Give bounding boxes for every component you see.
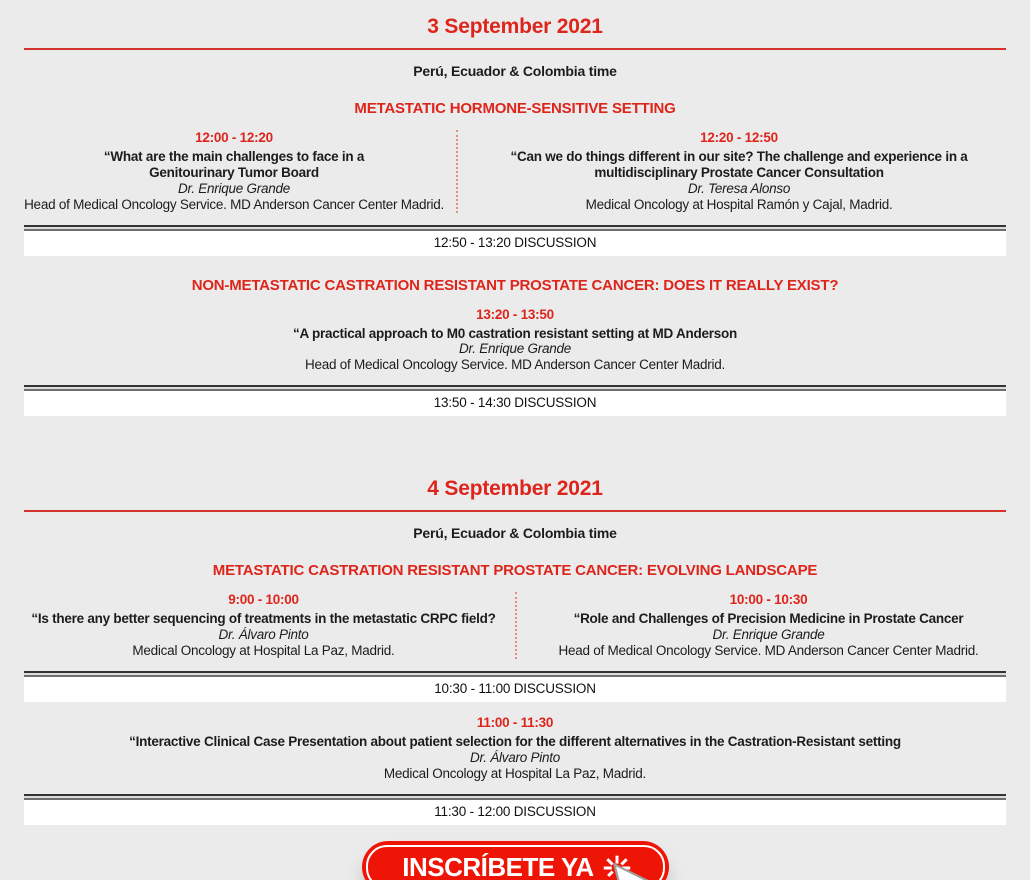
day-1-sessions-row (24, 130, 1006, 213)
day-1-section-2-heading: NON-METASTATIC CASTRATION RESISTANT PROSTATE CANCER: DOES IT REALLY EXIST? (191, 276, 839, 294)
session-speaker: Dr. Álvaro Pinto (469, 749, 561, 765)
day-1-date: 3 September 2021 (427, 15, 603, 38)
session-card (456, 130, 1006, 213)
session-card (24, 592, 515, 659)
session-speaker: Dr. Enrique Grande (712, 627, 825, 643)
day-1-section-1-heading: METASTATIC HORMONE-SENSITIVE SETTING (354, 100, 676, 117)
session-speaker: Dr. Álvaro Pinto (218, 627, 309, 643)
day-2-timezone: Perú, Ecuador & Colombia time (413, 525, 617, 542)
session-card (24, 715, 1006, 782)
red-divider-line (24, 510, 1006, 512)
session-card (24, 130, 456, 213)
discussion-label: 11:30 - 12:00 DISCUSSION (24, 800, 1006, 825)
discussion-bar (24, 671, 1006, 702)
register-button[interactable] (362, 841, 669, 880)
day-1-block (24, 0, 1006, 416)
discussion-bar (24, 225, 1006, 256)
session-time: 13:20 - 13:50 (476, 306, 554, 322)
session-speaker: Dr. Enrique Grande (458, 341, 572, 357)
day-2-sessions-row (24, 592, 1006, 659)
session-time: 10:00 - 10:30 (729, 592, 808, 608)
session-affiliation: Medical Oncology at Hospital Ramón y Cajal, Madrid. (585, 196, 893, 212)
session-title: “Is there any better sequencing of treatments in the metastatic CRPC field? (31, 611, 496, 627)
session-affiliation: Head of Medical Oncology Service. MD Anderson Cancer Center Madrid. (558, 643, 979, 659)
session-title: “Interactive Clinical Case Presentation about patient selection for the different alternatives in the Castration-Resistant setting (129, 733, 901, 749)
discussion-label: 13:50 - 14:30 DISCUSSION (24, 391, 1006, 416)
discussion-label: 10:30 - 11:00 DISCUSSION (24, 677, 1006, 702)
session-title: “Role and Challenges of Precision Medicine in Prostate Cancer (573, 611, 964, 627)
session-affiliation: Head of Medical Oncology Service. MD Anderson Cancer Center Madrid. (305, 357, 725, 373)
session-speaker: Dr. Enrique Grande (178, 180, 291, 196)
register-button-area (362, 841, 669, 880)
session-card (24, 307, 1006, 374)
session-affiliation: Head of Medical Oncology Service. MD Anderson Cancer Center Madrid. (24, 196, 445, 212)
session-card (515, 592, 1006, 659)
session-speaker: Dr. Teresa Alonso (687, 180, 791, 196)
session-time: 12:00 - 12:20 (195, 130, 273, 145)
session-title: “Can we do things different in our site? The challenge and experience in a multidisciplinary Prostate Cancer Consultation (510, 148, 968, 180)
day-2-block (24, 462, 1006, 824)
discussion-label: 12:50 - 13:20 DISCUSSION (24, 231, 1006, 256)
session-time: 12:20 - 12:50 (700, 130, 778, 145)
register-button-label: INSCRÍBETE YA (402, 851, 594, 880)
click-burst-icon (602, 854, 632, 880)
session-title: “What are the main challenges to face in a Genitourinary Tumor Board (103, 148, 365, 180)
discussion-bar (24, 385, 1006, 416)
session-time: 9:00 - 10:00 (228, 592, 299, 608)
day-2-section-1-heading: METASTATIC CASTRATION RESISTANT PROSTATE CANCER: EVOLVING LANDSCAPE (212, 562, 818, 580)
day-2-date: 4 September 2021 (427, 477, 603, 501)
discussion-bar (24, 794, 1006, 825)
session-title: “A practical approach to M0 castration resistant setting at MD Anderson (292, 325, 738, 341)
session-affiliation: Medical Oncology at Hospital La Paz, Madrid. (383, 765, 647, 781)
session-affiliation: Medical Oncology at Hospital La Paz, Madrid. (132, 643, 395, 659)
day-1-timezone: Perú, Ecuador & Colombia time (413, 63, 617, 79)
red-divider-line (24, 48, 1006, 50)
session-time: 11:00 - 11:30 (476, 714, 554, 730)
